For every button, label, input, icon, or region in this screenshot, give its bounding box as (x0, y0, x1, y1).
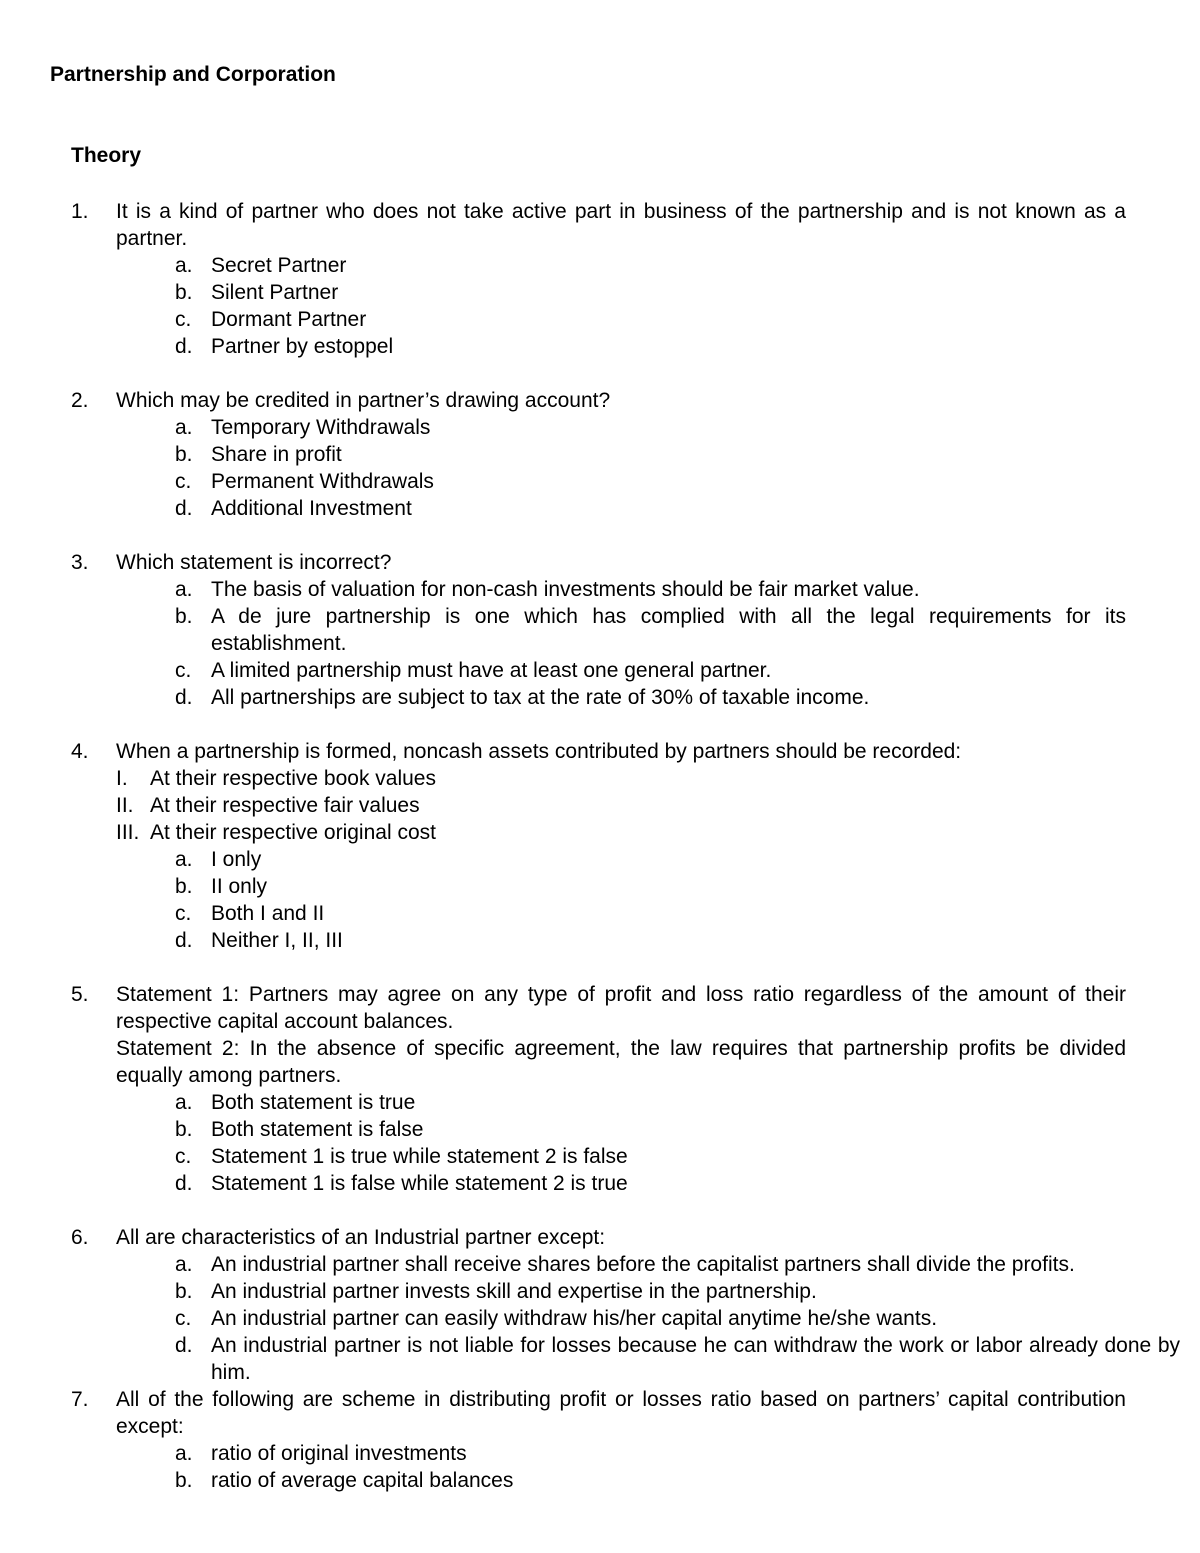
choice-list (116, 414, 1126, 522)
roman-option (116, 819, 1126, 846)
question-stem (116, 981, 1126, 1089)
roman-option (116, 765, 1126, 792)
choice-text: II only (211, 875, 268, 898)
choice-item (116, 1116, 1126, 1143)
roman-option-text: At their respective fair values (150, 794, 420, 817)
choice-item (116, 927, 1126, 954)
choice-text: Permanent Withdrawals (211, 470, 434, 493)
choice-letter: b. (175, 605, 193, 628)
question-1 (0, 198, 1200, 360)
choice-item (116, 468, 1126, 495)
choice-item (116, 1467, 1126, 1494)
choice-letter: c. (175, 470, 192, 493)
choice-item (116, 657, 1126, 684)
choice-item (116, 576, 1126, 603)
choice-list (116, 1089, 1126, 1197)
question-number: 2. (71, 389, 89, 412)
question-3 (0, 549, 1200, 711)
choice-list (116, 1440, 1126, 1494)
question-stem: Which may be credited in partner’s drawing account? (116, 389, 611, 412)
question-number: 3. (71, 551, 89, 574)
question-number: 1. (71, 200, 89, 223)
choice-item (116, 1251, 1180, 1278)
question-number: 7. (71, 1388, 89, 1411)
choice-text: Share in profit (211, 443, 342, 466)
choice-item (116, 1143, 1126, 1170)
choice-item (116, 846, 1126, 873)
choice-item (116, 279, 1126, 306)
choice-text: ratio of average capital balances (211, 1469, 514, 1492)
choice-item (116, 495, 1126, 522)
question-number: 6. (71, 1226, 89, 1249)
statement-1: Statement 1: Partners may agree on any type of profit and loss ratio regardless of the amount of their respective capital account balances. (116, 983, 1126, 1033)
choice-item (116, 1170, 1126, 1197)
choice-item (116, 333, 1126, 360)
choice-letter: c. (175, 308, 192, 331)
choice-letter: c. (175, 1307, 192, 1330)
choice-letter: c. (175, 1145, 192, 1168)
question-stem: All of the following are scheme in distributing profit or losses ratio based on partners’ capital contribution except: (116, 1388, 1126, 1438)
choice-text: ratio of original investments (211, 1442, 467, 1465)
choice-letter: d. (175, 335, 193, 358)
choice-text: Both statement is false (211, 1118, 424, 1141)
choice-letter: c. (175, 902, 192, 925)
choice-text: An industrial partner is not liable for losses because he can withdraw the work or labor already done by him. (211, 1334, 1180, 1384)
question-stem: All are characteristics of an Industrial partner except: (116, 1226, 606, 1249)
question-number: 5. (71, 983, 89, 1006)
choice-text: All partnerships are subject to tax at the rate of 30% of taxable income. (211, 686, 870, 709)
choice-letter: a. (175, 1442, 193, 1465)
choice-letter: d. (175, 686, 193, 709)
choice-letter: d. (175, 1172, 193, 1195)
choice-item (116, 306, 1126, 333)
roman-option-list (116, 765, 1126, 846)
choice-text: A limited partnership must have at least one general partner. (211, 659, 772, 682)
choice-text: Temporary Withdrawals (211, 416, 431, 439)
question-stem: When a partnership is formed, noncash assets contributed by partners should be recorded: (116, 740, 962, 763)
choice-letter: b. (175, 1118, 193, 1141)
choice-letter: a. (175, 1091, 193, 1114)
choice-item (116, 900, 1126, 927)
question-2 (0, 387, 1200, 522)
statement-2: Statement 2: In the absence of specific agreement, the law requires that partnership profits be divided equally among partners. (116, 1037, 1126, 1087)
question-6 (0, 1224, 1200, 1386)
choice-letter: b. (175, 1469, 193, 1492)
question-stem: Which statement is incorrect? (116, 551, 392, 574)
choice-text: I only (211, 848, 262, 871)
choice-item (116, 684, 1126, 711)
question-5 (0, 981, 1200, 1197)
choice-letter: b. (175, 443, 193, 466)
choice-item (116, 252, 1126, 279)
choice-letter: b. (175, 1280, 193, 1303)
choice-text: Statement 1 is true while statement 2 is false (211, 1145, 628, 1168)
choice-text: Partner by estoppel (211, 335, 394, 358)
choice-text: A de jure partnership is one which has complied with all the legal requirements for its establishment. (211, 605, 1126, 655)
choice-text: Neither I, II, III (211, 929, 343, 952)
choice-letter: a. (175, 578, 193, 601)
choice-text: Both I and II (211, 902, 325, 925)
choice-text: An industrial partner invests skill and expertise in the partnership. (211, 1280, 817, 1303)
choice-item (116, 1332, 1180, 1386)
question-stem: It is a kind of partner who does not take active part in business of the partnership and is not known as a partner. (116, 200, 1126, 250)
choice-letter: a. (175, 254, 193, 277)
choice-list (116, 252, 1126, 360)
question-list (0, 198, 1200, 1494)
choice-item (116, 414, 1126, 441)
choice-text: Statement 1 is false while statement 2 is true (211, 1172, 628, 1195)
choice-text: An industrial partner can easily withdraw his/her capital anytime he/she wants. (211, 1307, 938, 1330)
choice-letter: a. (175, 848, 193, 871)
choice-text: Silent Partner (211, 281, 339, 304)
section-title: Theory (71, 144, 142, 167)
roman-numeral: I. (116, 767, 128, 790)
choice-letter: c. (175, 659, 192, 682)
choice-item (116, 1278, 1180, 1305)
question-4 (0, 738, 1200, 954)
choice-item (116, 1305, 1180, 1332)
roman-numeral: II. (116, 794, 134, 817)
document-title: Partnership and Corporation (50, 63, 336, 86)
roman-option (116, 792, 1126, 819)
roman-option-text: At their respective book values (150, 767, 436, 790)
choice-item (116, 603, 1126, 657)
choice-item (116, 1440, 1126, 1467)
choice-text: Both statement is true (211, 1091, 416, 1114)
choice-list (116, 576, 1126, 711)
choice-list (116, 1251, 1180, 1386)
choice-list (116, 846, 1126, 954)
choice-text: Additional Investment (211, 497, 412, 520)
roman-numeral: III. (116, 821, 140, 844)
choice-item (116, 441, 1126, 468)
choice-text: Dormant Partner (211, 308, 367, 331)
choice-text: Secret Partner (211, 254, 347, 277)
roman-option-text: At their respective original cost (150, 821, 436, 844)
choice-letter: b. (175, 281, 193, 304)
choice-text: The basis of valuation for non-cash investments should be fair market value. (211, 578, 920, 601)
choice-letter: a. (175, 1253, 193, 1276)
choice-letter: a. (175, 416, 193, 439)
choice-letter: d. (175, 929, 193, 952)
question-number: 4. (71, 740, 89, 763)
choice-letter: d. (175, 1334, 193, 1357)
choice-text: An industrial partner shall receive shares before the capitalist partners shall divide the profits. (211, 1253, 1075, 1276)
choice-letter: b. (175, 875, 193, 898)
question-7 (0, 1386, 1200, 1494)
choice-letter: d. (175, 497, 193, 520)
choice-item (116, 1089, 1126, 1116)
choice-item (116, 873, 1126, 900)
